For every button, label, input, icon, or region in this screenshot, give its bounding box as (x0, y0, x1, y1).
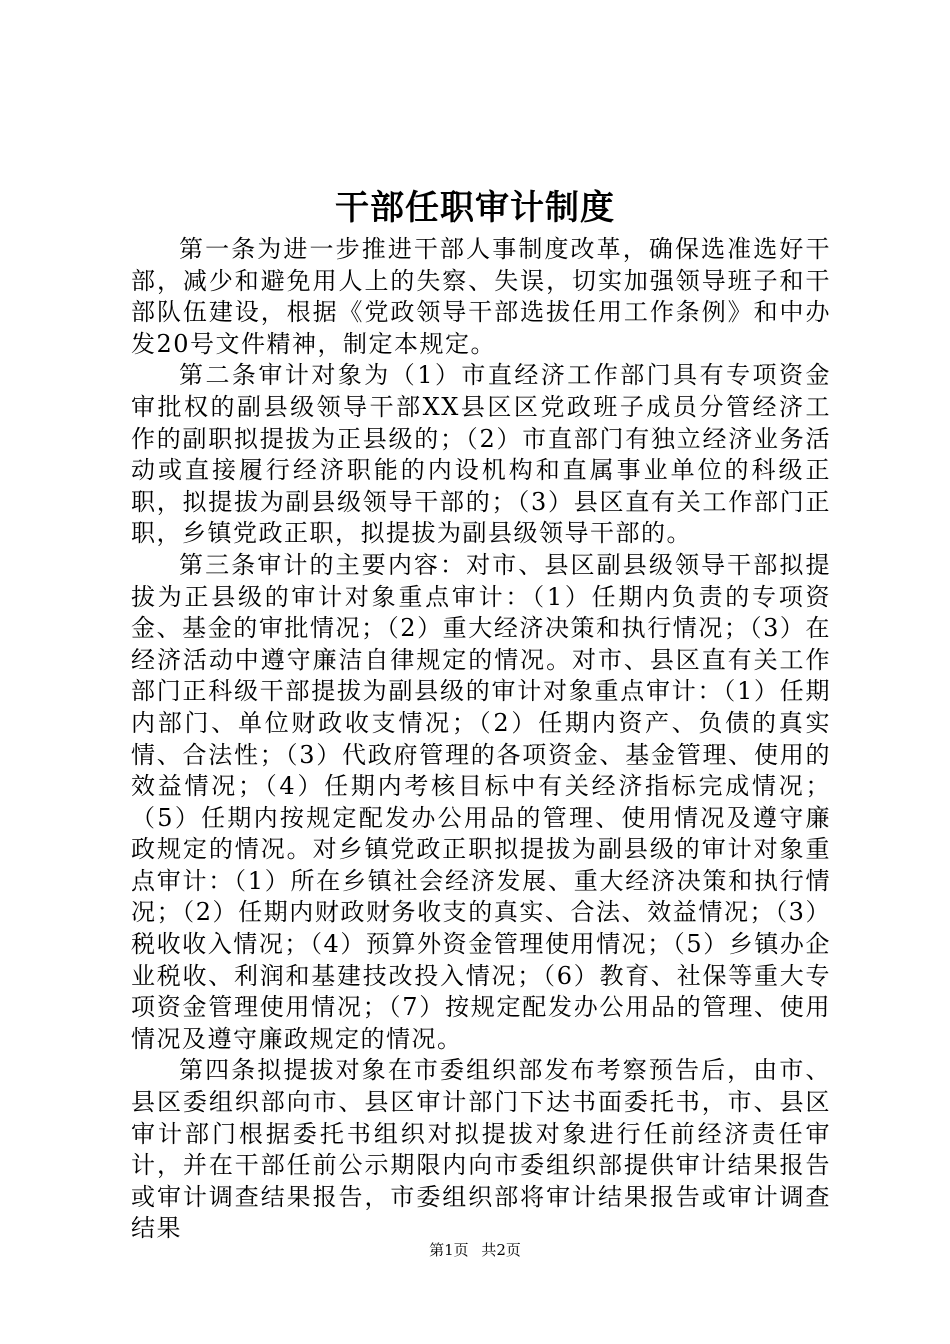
page-footer (0, 1240, 950, 1260)
page-total: 共2页 (481, 1241, 521, 1259)
paragraph-article-1: 第一条为进一步推进干部人事制度改革，确保选准选好干部，减少和避免用人上的失察、失误，切实加强领导班子和干部队伍建设，根据《党政领导干部选拔任用工作条例》和中办发20号文件精神，制定本规定。 (131, 235, 831, 358)
paragraph-article-3: 第三条审计的主要内容：对市、县区副县级领导干部拟提拔为正县级的审计对象重点审计：（1）任期内负责的专项资金、基金的审批情况；（2）重大经济决策和执行情况；（3）在经济活动中遵守廉洁自律规定的情况。对市、县区直有关工作部门正科级干部提拔为副县级的审计对象重点审计：（1）任期内部门、单位财政收支情况；（2）任期内资产、负债的真实情、合法性；（3）代政府管理的各项资金、基金管理、使用的效益情况；（4）任期内考核目标中有关经济指标完成情况；（5）任期内按规定配发办公用品的管理、使用情况及遵守廉政规定的情况。对乡镇党政正职拟提拔为副县级的审计对象重点审计：（1）所在乡镇社会经济发展、重大经济决策和执行情况；（2）任期内财政财务收支的真实、合法、效益情况；（3）税收收入情况；（4）预算外资金管理使用情况；（5）乡镇办企业税收、利润和基建技改投入情况；（6）教育、社保等重大专项资金管理使用情况；（7）按规定配发办公用品的管理、使用情况及遵守廉政规定的情况。 (131, 550, 831, 1053)
paragraph-article-4: 第四条拟提拔对象在市委组织部发布考察预告后，由市、县区委组织部向市、县区审计部门下达书面委托书，市、县区审计部门根据委托书组织对拟提拔对象进行任前经济责任审计，并在干部任前公示期限内向市委组织部提供审计结果报告或审计调查结果报告，市委组织部将审计结果报告或审计调查结果 (131, 1056, 831, 1243)
page-number: 第1页 (429, 1241, 469, 1259)
document-title: 干部任职审计制度 (335, 188, 615, 228)
paragraph-article-2: 第二条审计对象为（1）市直经济工作部门具有专项资金审批权的副县级领导干部XX县区区党政班子成员分管经济工作的副职拟提拔为正县级的；（2）市直部门有独立经济业务活动或直接履行经济职能的内设机构和直属事业单位的科级正职，拟提拔为副县级领导干部的；（3）县区直有关工作部门正职，乡镇党政正职，拟提拔为副县级领导干部的。 (131, 361, 831, 548)
document-body (131, 234, 831, 1245)
